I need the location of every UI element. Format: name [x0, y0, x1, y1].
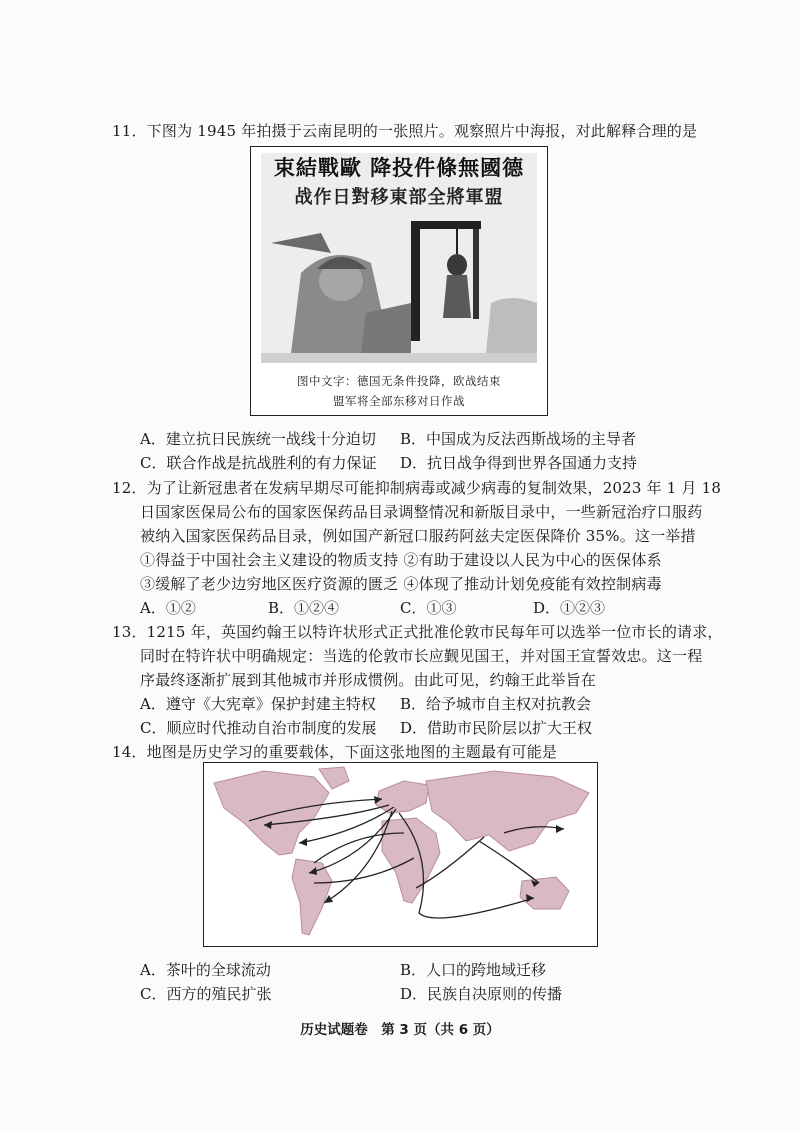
q13-option-a[interactable]: A．遵守《大宪章》保护封建主特权	[140, 695, 376, 713]
poster-caption-line2: 盟军将全部东移对日作战	[333, 394, 465, 408]
q12-statement-3-4: ③缓解了老少边穷地区医疗资源的匮乏 ④体现了推动计划免疫能有效控制病毒	[140, 575, 662, 593]
q12-stem-line3: 被纳入国家医保药品目录，例如国产新冠口服药阿兹夫定医保降价 35%。这一举措	[140, 527, 696, 545]
q14-option-d[interactable]: D．民族自决原则的传播	[400, 985, 563, 1003]
poster-photo	[261, 153, 537, 363]
q11-option-a[interactable]: A．建立抗日民族统一战线十分迫切	[140, 430, 376, 448]
q14-option-b[interactable]: B．人口的跨地域迁移	[400, 961, 547, 979]
q13-option-b[interactable]: B．给予城市自主权对抗教会	[400, 695, 592, 713]
q13-stem-line2: 同时在特许状中明确规定：当选的伦敦市长应觐见国王，并对国王宣誓效忠。这一程	[140, 647, 703, 665]
q12-statement-1-2: ①得益于中国社会主义建设的物质支持 ②有助于建设以人民为中心的医保体系	[140, 551, 662, 569]
q12-option-b[interactable]: B．①②④	[268, 599, 340, 617]
q12-stem-line2: 日国家医保局公布的国家医保药品目录调整情况和新版目录中，一些新冠治疗口服药	[140, 503, 703, 521]
q13-stem-line1: 13．1215 年，英国约翰王以特许状形式正式批准伦敦市民每年可以选举一位市长的请求，	[112, 623, 723, 641]
q11-option-b[interactable]: B．中国成为反法西斯战场的主导者	[400, 430, 637, 448]
world-migration-map	[204, 763, 597, 946]
q12-stem-line1: 12．为了让新冠患者在发病早期尽可能抑制病毒或减少病毒的复制效果，2023 年 1 月 18	[112, 479, 722, 497]
q11-option-c[interactable]: C．联合作战是抗战胜利的有力保证	[140, 454, 377, 472]
q14-option-a[interactable]: A．茶叶的全球流动	[140, 961, 271, 979]
q13-option-c[interactable]: C．顺应时代推动自治市制度的发展	[140, 719, 377, 737]
poster-headline: 束結戰歐 降投件條無國德	[273, 156, 525, 180]
q11-option-d[interactable]: D．抗日战争得到世界各国通力支持	[400, 454, 638, 472]
q14-option-c[interactable]: C．西方的殖民扩张	[140, 985, 272, 1003]
q13-option-d[interactable]: D．借助市民阶层以扩大王权	[400, 719, 593, 737]
q14-stem: 14．地图是历史学习的重要载体，下面这张地图的主题最有可能是	[112, 743, 558, 761]
world-map-figure	[203, 762, 598, 947]
q12-option-a[interactable]: A．①②	[140, 599, 196, 617]
page-footer: 历史试题卷 第 3 页（共 6 页）	[300, 1022, 500, 1038]
q12-option-c[interactable]: C．①③	[400, 599, 457, 617]
q13-stem-line3: 序最终逐渐扩展到其他城市并形成惯例。由此可见，约翰王此举旨在	[140, 671, 597, 689]
poster-caption-line1: 图中文字：德国无条件投降，欧战结束	[297, 374, 501, 388]
poster-illustration	[261, 153, 537, 363]
poster-subline: 战作日對移東部全將軍盟	[294, 187, 504, 208]
q11-stem: 11．下图为 1945 年拍摄于云南昆明的一张照片。观察照片中海报，对此解释合理的是	[112, 122, 698, 140]
q12-option-d[interactable]: D．①②③	[533, 599, 606, 617]
poster-photo-figure	[250, 146, 548, 416]
